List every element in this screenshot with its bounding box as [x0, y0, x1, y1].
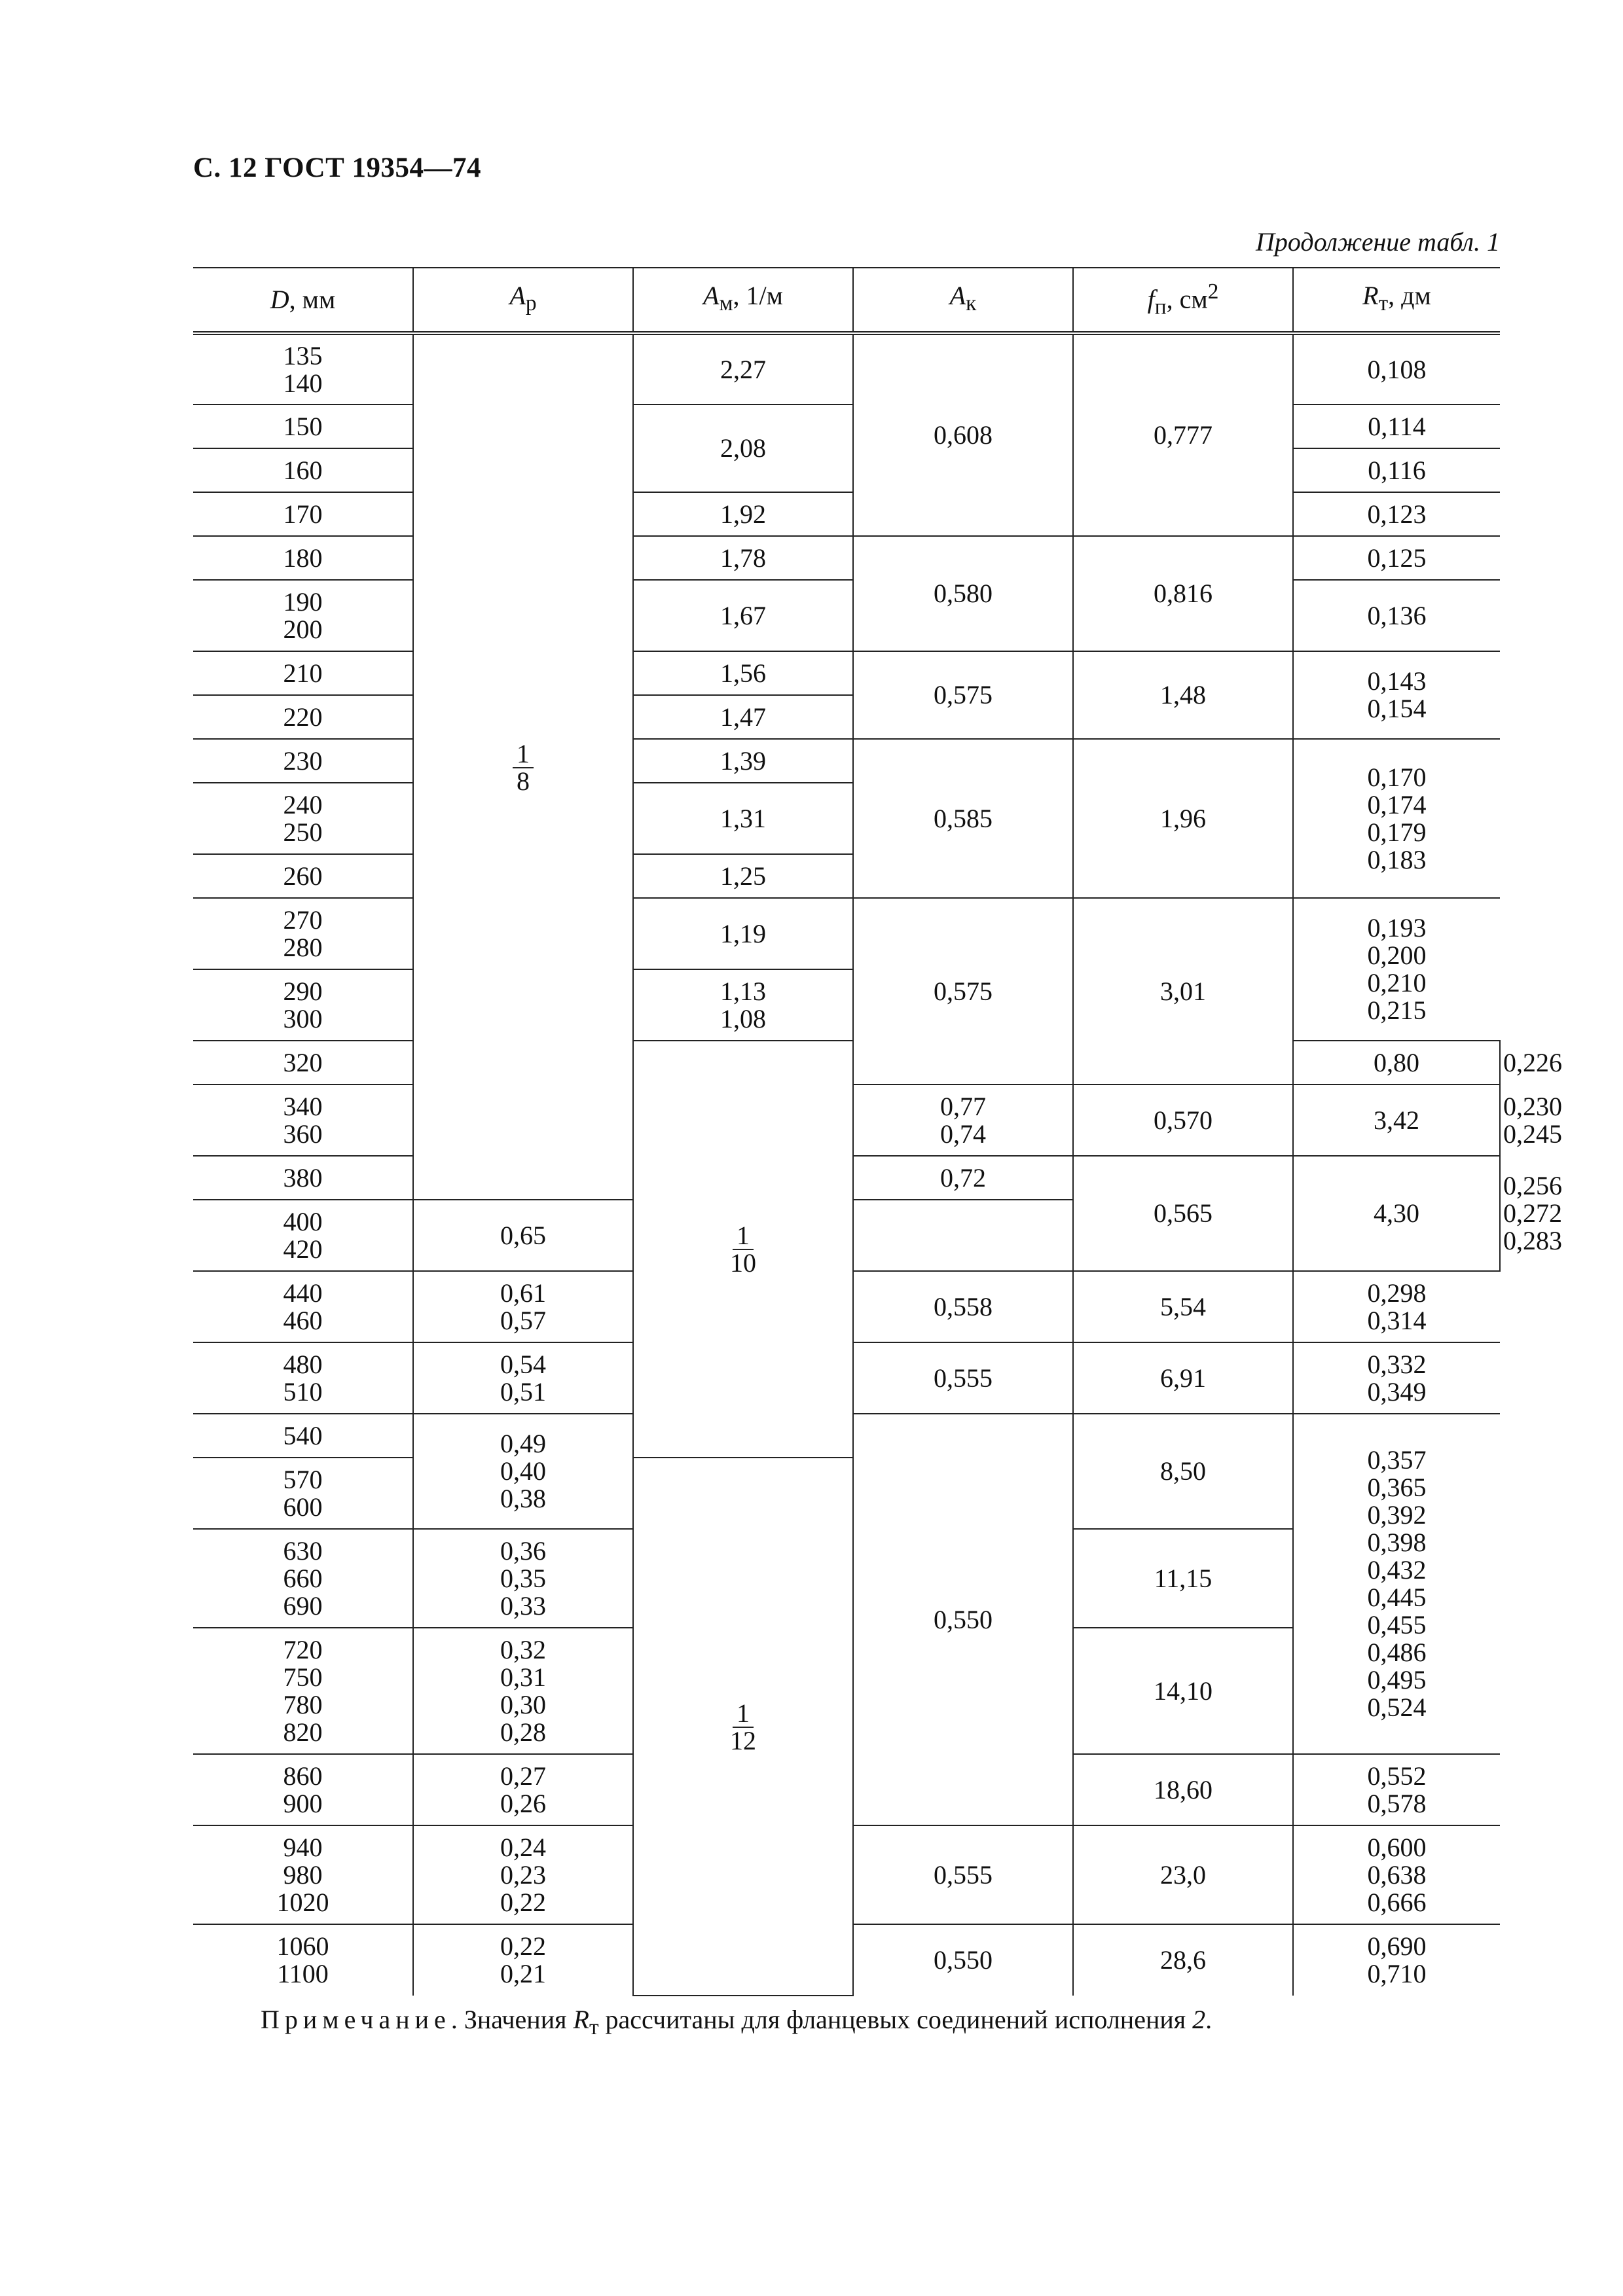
table-row: [193, 739, 1500, 783]
cell-ak: 0,585: [853, 739, 1073, 898]
cell-am: 1,78: [633, 536, 853, 580]
cell-rt: 0,136: [1293, 580, 1500, 651]
col-header-fp: $f_п$, $см^2$: [1073, 268, 1293, 333]
cell-d: 210: [193, 651, 413, 695]
cell-am: 0,61 0,57: [413, 1271, 633, 1342]
cell-fp: 6,91: [1073, 1342, 1293, 1414]
cell-am: 0,24 0,23 0,22: [413, 1825, 633, 1924]
table-row: [193, 404, 1500, 448]
cell-fp: 1,48: [1073, 651, 1293, 739]
cell-d: 400 420: [193, 1200, 413, 1271]
cell-ak: 0,565: [1073, 1156, 1293, 1271]
cell-ak: 0,555: [853, 1825, 1073, 1924]
cell-d: 480 510: [193, 1342, 413, 1414]
cell-rt: 0,143 0,154: [1293, 651, 1500, 739]
cell-fp: 14,10: [1073, 1628, 1293, 1754]
table-row: 380 0,72 0,565 4,30 0,256 0,272 0,283: [193, 1156, 1500, 1200]
cell-rt: 0,125: [1293, 536, 1500, 580]
cell-d: 1060 1100: [193, 1924, 413, 1996]
cell-am: 0,65: [413, 1200, 633, 1271]
cell-fp: 28,6: [1073, 1924, 1293, 1996]
table-row: [193, 651, 1500, 695]
cell-rt: 0,357 0,365 0,392 0,398 0,432 0,445 0,455 0,486 0,495 0,524: [1293, 1414, 1500, 1754]
cell-ap: [633, 1458, 853, 1996]
cell-am: 2,08: [633, 404, 853, 492]
cell-ak: 0,575: [853, 898, 1073, 1085]
note-label: Примечание: [261, 2005, 451, 2034]
fraction-value: $\frac{1}{8}$: [513, 741, 534, 795]
table-row: [193, 492, 1500, 536]
cell-rt: 0,170 0,174 0,179 0,183: [1293, 739, 1500, 898]
cell-am: 1,13 1,08: [633, 969, 853, 1041]
cell-fp: 3,01: [1073, 898, 1293, 1085]
table-row: 320 $\frac{1}{10}$ 0,80 0,226: [193, 1041, 1500, 1085]
cell-d: 240 250: [193, 783, 413, 854]
cell-rt: 0,298 0,314: [1293, 1271, 1500, 1342]
cell-fp: 18,60: [1073, 1754, 1293, 1825]
cell-rt: 0,108: [1293, 333, 1500, 404]
table-note: Примечание. Значения $R_т$ рассчитаны для фланцевых соединений исполнения 2.: [261, 2005, 1213, 2039]
cell-rt: 0,116: [1293, 448, 1500, 492]
cell-am: 0,77 0,74: [853, 1085, 1073, 1156]
cell-ak: 0,575: [853, 651, 1073, 739]
table-row: [193, 536, 1500, 580]
cell-am: 1,56: [633, 651, 853, 695]
cell-d: 260: [193, 854, 413, 898]
flange-parameters-table: [193, 267, 1562, 1996]
cell-ap: [633, 1041, 853, 1458]
cell-d: 720 750 780 820: [193, 1628, 413, 1754]
cell-d: 230: [193, 739, 413, 783]
col-header-d: D, мм: [193, 268, 413, 333]
cell-ak: 0,555: [853, 1342, 1073, 1414]
cell-rt: 0,123: [1293, 492, 1500, 536]
fraction-value: $\frac{1}{10}$: [730, 1221, 756, 1278]
cell-ap: [413, 333, 633, 1200]
table-header-row: [193, 268, 1500, 333]
cell-d: 440 460: [193, 1271, 413, 1342]
cell-fp: 5,54: [1073, 1271, 1293, 1342]
cell-am: 0,72: [853, 1156, 1073, 1200]
cell-rt: 0,600 0,638 0,666: [1293, 1825, 1500, 1924]
cell-am: 1,92: [633, 492, 853, 536]
cell-am: 1,47: [633, 695, 853, 739]
cell-d: 150: [193, 404, 413, 448]
cell-ak: 0,580: [853, 536, 1073, 651]
col-header-ap: $A_р$: [413, 268, 633, 333]
cell-am: 1,25: [633, 854, 853, 898]
cell-fp: 0,777: [1073, 333, 1293, 536]
page-header: С. 12 ГОСТ 19354—74: [193, 152, 482, 183]
cell-d: 160: [193, 448, 413, 492]
cell-am: 1,31: [633, 783, 853, 854]
table-continuation-label: Продолжение табл. 1: [1255, 227, 1500, 257]
cell-d: 630 660 690: [193, 1529, 413, 1628]
cell-d: 270 280: [193, 898, 413, 969]
cell-fp: 11,15: [1073, 1529, 1293, 1628]
col-header-am: $A_м$, 1/м: [633, 268, 853, 333]
cell-rt: 0,193 0,200 0,210 0,215: [1293, 898, 1500, 1041]
cell-am: 0,22 0,21: [413, 1924, 633, 1996]
cell-rt: 0,332 0,349: [1293, 1342, 1500, 1414]
cell-fp: 8,50: [1073, 1414, 1293, 1529]
cell-d: 170: [193, 492, 413, 536]
cell-d: 570 600: [193, 1458, 413, 1529]
cell-fp: 0,816: [1073, 536, 1293, 651]
cell-ak: 0,608: [853, 333, 1073, 536]
col-header-rt: $R_т$, дм: [1293, 268, 1500, 333]
cell-am: 0,27 0,26: [413, 1754, 633, 1825]
cell-rt: 0,114: [1293, 404, 1500, 448]
cell-d: 380: [193, 1156, 413, 1200]
cell-am: 1,39: [633, 739, 853, 783]
cell-ak: 0,550: [853, 1414, 1073, 1825]
cell-ak: 0,570: [1073, 1085, 1293, 1156]
cell-d: 540: [193, 1414, 413, 1458]
cell-d: 180: [193, 536, 413, 580]
cell-d: 220: [193, 695, 413, 739]
cell-am: 0,36 0,35 0,33: [413, 1529, 633, 1628]
cell-ak: 0,550: [853, 1924, 1073, 1996]
cell-d: 860 900: [193, 1754, 413, 1825]
cell-d: 940 980 1020: [193, 1825, 413, 1924]
cell-d: 320: [193, 1041, 413, 1085]
cell-fp: 23,0: [1073, 1825, 1293, 1924]
cell-fp: 4,30: [1293, 1156, 1500, 1271]
table-row: [193, 580, 1500, 651]
cell-am: 0,54 0,51: [413, 1342, 633, 1414]
cell-d: 290 300: [193, 969, 413, 1041]
cell-ak: 0,558: [853, 1271, 1073, 1342]
cell-d: 340 360: [193, 1085, 413, 1156]
col-header-ak: $A_к$: [853, 268, 1073, 333]
cell-am: 1,67: [633, 580, 853, 651]
cell-fp: 3,42: [1293, 1085, 1500, 1156]
cell-rt: 0,690 0,710: [1293, 1924, 1500, 1996]
cell-rt: 0,552 0,578: [1293, 1754, 1500, 1825]
cell-am: 1,19: [633, 898, 853, 969]
table-row: [193, 333, 1500, 404]
cell-d: 135 140: [193, 333, 413, 404]
cell-d: 190 200: [193, 580, 413, 651]
table-row: [193, 898, 1500, 969]
cell-am: 2,27: [633, 333, 853, 404]
cell-am: 0,49 0,40 0,38: [413, 1414, 633, 1529]
table-row: 340 360 0,77 0,74 0,570 3,42 0,230 0,245: [193, 1085, 1500, 1156]
cell-am: 0,80: [1293, 1041, 1500, 1085]
fraction-value: $\frac{1}{12}$: [730, 1698, 756, 1755]
cell-am: 0,32 0,31 0,30 0,28: [413, 1628, 633, 1754]
cell-fp: 1,96: [1073, 739, 1293, 898]
